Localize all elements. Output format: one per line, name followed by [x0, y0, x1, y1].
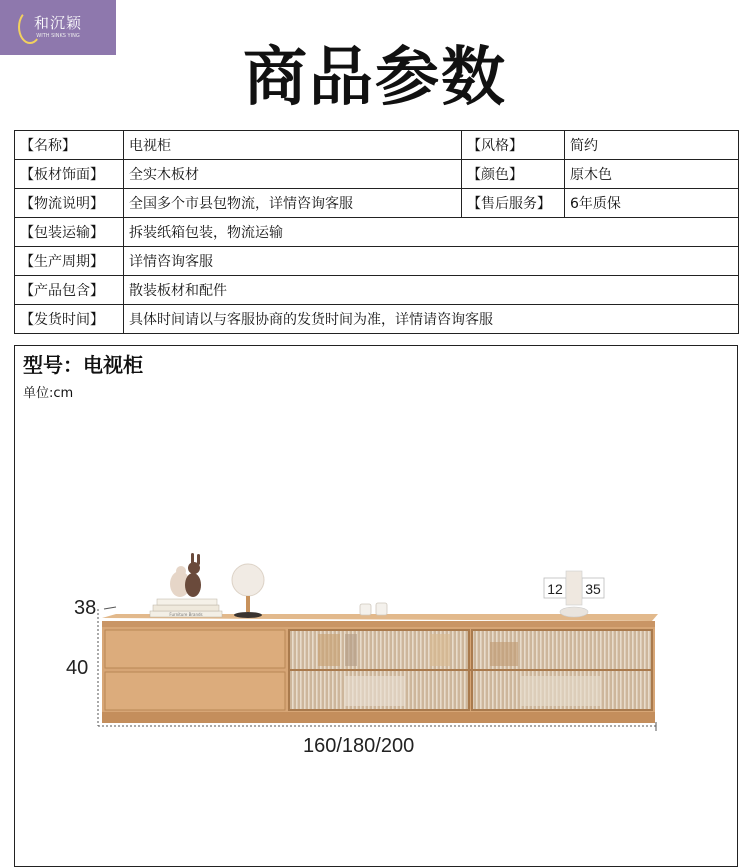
rabbit-figurine-icon	[170, 553, 201, 597]
clock-right-digits: 35	[585, 581, 601, 597]
spec-value: 拆装纸箱包装，物流运输	[124, 218, 739, 247]
height-dimension-label: 40	[66, 657, 89, 679]
spec-value: 全实木板材	[124, 160, 462, 189]
spec-label: 【颜色】	[462, 160, 565, 189]
candles-icon	[360, 603, 387, 615]
globe-lamp-icon	[232, 564, 264, 618]
drawer-bottom	[105, 672, 285, 710]
cabinet	[102, 614, 658, 723]
spec-value: 散装板材和配件	[124, 276, 739, 305]
logo-text: 和沉颖	[33, 14, 82, 32]
spec-value: 简约	[565, 131, 739, 160]
books-decor	[150, 599, 222, 617]
flip-clock-icon	[544, 571, 604, 617]
spec-value: 详情咨询客服	[124, 247, 739, 276]
drawer-top	[105, 630, 285, 668]
spec-label: 【物流说明】	[15, 189, 124, 218]
spec-value: 具体时间请以与客服协商的发货时间为准，详情请咨询客服	[124, 305, 739, 334]
spec-label: 【包装运输】	[15, 218, 124, 247]
spec-value: 6年质保	[565, 189, 739, 218]
spec-value: 全国多个市县包物流，详情咨询客服	[124, 189, 462, 218]
spec-label: 【生产周期】	[15, 247, 124, 276]
clock-left-digits: 12	[547, 581, 563, 597]
spec-label: 【发货时间】	[15, 305, 124, 334]
unit-label: 单位:cm	[23, 386, 74, 401]
spec-label: 【产品包含】	[15, 276, 124, 305]
spec-label: 【售后服务】	[462, 189, 565, 218]
width-dimension-label: 160/180/200	[303, 735, 415, 757]
spec-label: 【名称】	[15, 131, 124, 160]
book-spine-text: Furniture Brands	[169, 612, 203, 617]
model-title: 型号：电视柜	[23, 353, 143, 377]
page-title: 商品参数	[243, 41, 507, 115]
spec-label: 【风格】	[462, 131, 565, 160]
spec-value: 电视柜	[124, 131, 462, 160]
spec-value: 原木色	[565, 160, 739, 189]
spec-label: 【板材饰面】	[15, 160, 124, 189]
logo-subtitle: WITH SINKS YING	[36, 33, 80, 39]
depth-dimension-label: 38	[74, 597, 97, 619]
